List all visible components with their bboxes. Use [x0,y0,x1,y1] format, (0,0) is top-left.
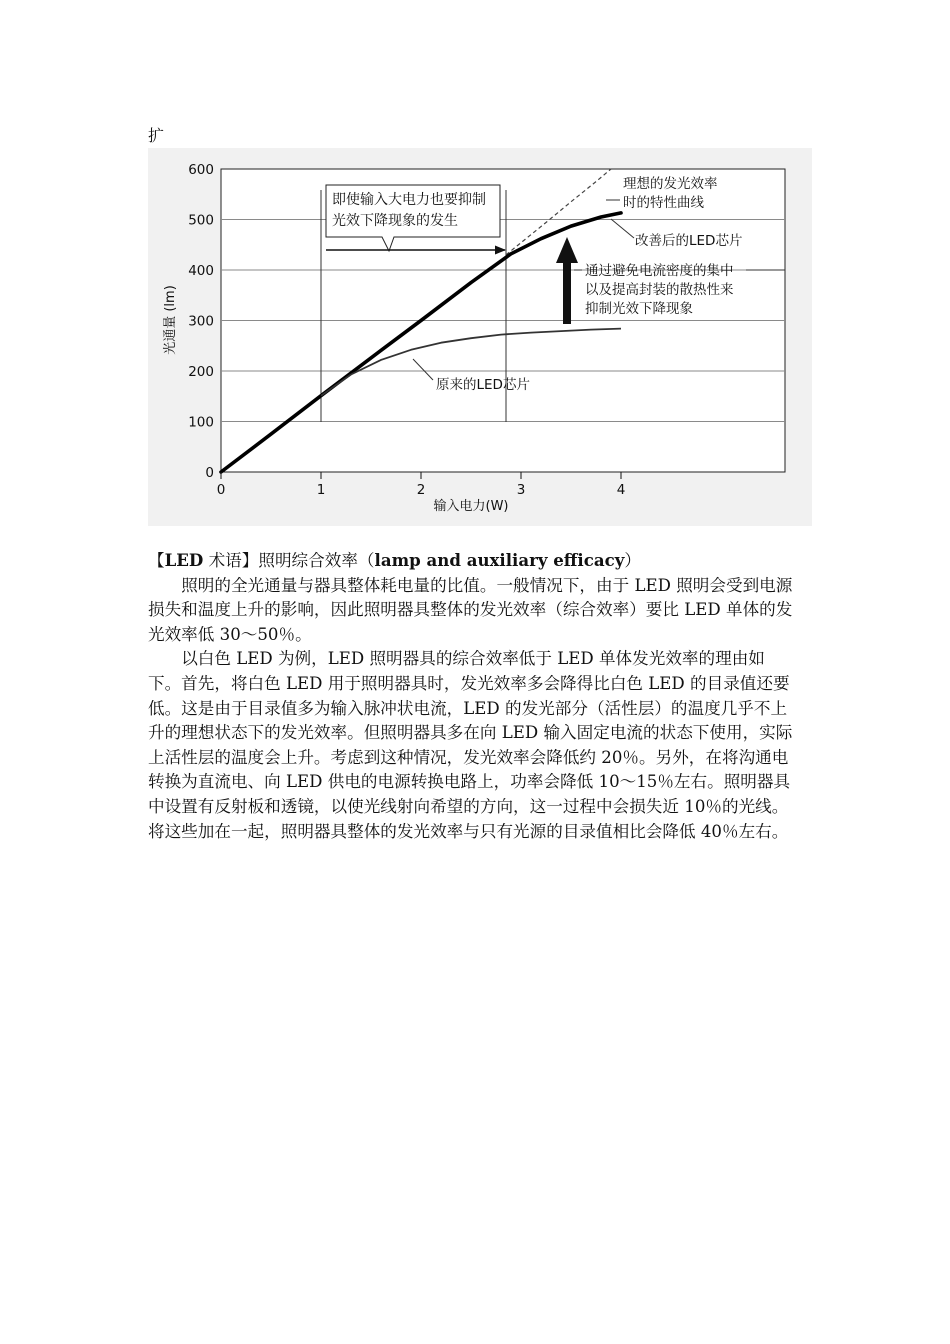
chart-svg [148,148,812,526]
term-cn: 术语 [203,551,242,570]
y-tick-label-300: 300 [188,313,214,330]
bracket-close: 】 [241,551,259,570]
callout-line-2: 光效下降现象的发生 [332,213,458,229]
term-latin: LED [164,550,204,570]
x-tick-label-0: 0 [216,482,226,498]
paragraph-1: 照明的全光通量与器具整体耗电量的比值。一般情况下，由于 LED 照明会受到电源损失和温度上升的影响，因此照明器具整体的发光效率（综合效率）要比 LED 单体的发光效率低 30～50％。 [148,575,793,644]
term-heading [148,548,798,574]
y-tick-label-600: 600 [188,162,214,178]
method-label-2: 以及提高封装的散热性来 [585,282,734,298]
ideal-curve-label-1: 理想的发光效率 [623,176,718,192]
x-tick-label-3: 3 [516,482,526,498]
paragraph-2: 以白色 LED 为例，LED 照明器具的综合效率低于 LED 单体发光效率的理由如下。首先，将白色 LED 用于照明器具时，发光效率多会降得比白色 LED 的目录值还要低。这是由于目录值多为输入脉冲状电流，LED 的发光部分（活性层）的温度几乎不上升的理想状态下的发光效率。但照明器具多在向 LED 输入固定电流的状态下使用，实际上活性层的温度会上升。考虑到这种情况，发光效率会降低约 20％。另外，在将沟通电转换为直流电、向 LED 供电的电源转换电路上，功率会降低 10～15％左右。照明器具中设置有反射板和透镜，以使光线射向希望的方向，这一过程中会损失近 10％的光线。将这些加在一起，照明器具整体的发光效率与只有光源的目录值相比会降低 40％左右。 [148,649,793,841]
improved-chip-label: 改善后的LED芯片 [635,233,743,249]
y-tick-label-400: 400 [188,263,214,279]
y-tick-label-200: 200 [188,364,214,380]
x-tick-label-4: 4 [616,482,626,498]
y-tick-label-0: 0 [205,465,214,481]
y-axis-label: 光通量 (lm) [163,285,178,355]
page-fragment-text: 扩 [148,126,165,145]
term-end: ） [624,551,641,570]
x-axis-label: 输入电力(W) [433,499,509,514]
callout-line-1: 即使输入大电力也要抑制 [332,192,486,208]
x-tick-label-1: 1 [316,482,326,498]
y-tick-label-500: 500 [188,212,214,229]
article [148,548,798,844]
original-chip-label: 原来的LED芯片 [436,377,530,393]
x-tick-label-2: 2 [416,482,426,498]
method-label-3: 抑制光效下降现象 [585,301,693,317]
term-name: 照明综合效率（ [258,551,375,570]
y-tick-label-100: 100 [188,414,214,431]
ideal-curve-label-2: 时的特性曲线 [623,195,704,211]
led-flux-chart [148,148,812,526]
method-label-1: 通过避免电流密度的集中 [585,263,734,279]
term-english: lamp and auxiliary efficacy [374,550,625,570]
bracket-open: 【 [148,551,165,570]
